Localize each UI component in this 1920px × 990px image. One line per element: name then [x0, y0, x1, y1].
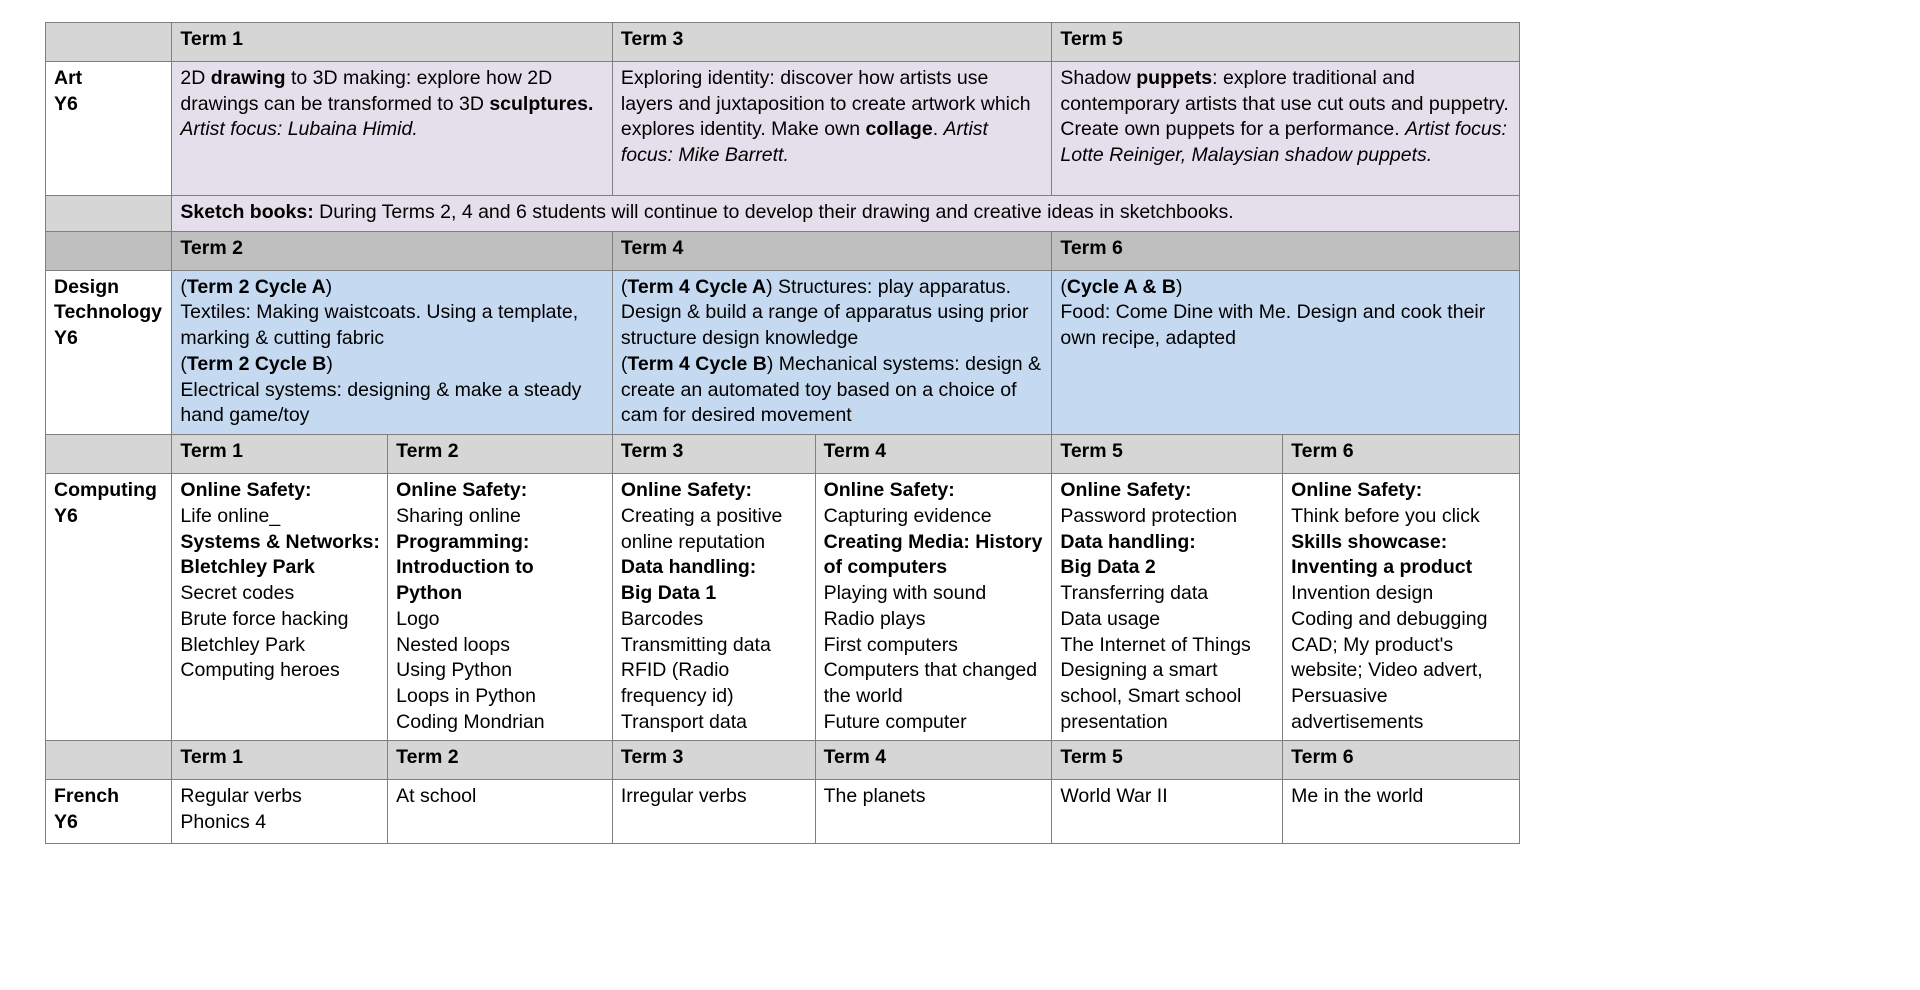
text-segment: Online Safety: [823, 479, 955, 502]
text-segment: The Internet of Things [1060, 633, 1251, 656]
sketch-books-blank [46, 196, 172, 232]
dt-content-row [46, 270, 1520, 434]
subject-french-line-1: French [54, 785, 120, 808]
cell-line [1291, 504, 1512, 530]
french-header-term-2: Term 2 [388, 741, 613, 780]
text-segment: Online Safety: [1060, 479, 1192, 502]
text-segment: Term 2 Cycle B [186, 352, 327, 375]
text-segment: ) [326, 352, 333, 375]
computing-cell-term-5 [1052, 474, 1283, 741]
text-segment: Computers that changed the world [823, 659, 1038, 708]
text-segment: Loops in Python [396, 685, 536, 708]
cell-line [621, 633, 808, 659]
text-segment: drawing [210, 67, 286, 89]
text-segment: Think before you click [1291, 504, 1480, 527]
text-segment: Inventing a product [1291, 556, 1473, 579]
dt-cell-term-6 [1052, 270, 1520, 434]
cell-line [180, 504, 380, 530]
cell-line [1060, 581, 1275, 607]
text-segment: Transport data [620, 710, 747, 733]
computing-header-term-6: Term 6 [1283, 435, 1520, 474]
text-segment: Playing with sound [823, 582, 987, 605]
text-segment: ) [1175, 275, 1183, 298]
french-cell-term-4 [815, 780, 1052, 844]
cell-line [396, 710, 605, 736]
cell-line [1060, 478, 1275, 504]
computing-header-term-5: Term 5 [1052, 435, 1283, 474]
text-segment: Capturing evidence [823, 504, 992, 527]
cell-line [180, 530, 380, 556]
subject-label-design-technology [46, 270, 172, 434]
cell-line [824, 784, 1045, 810]
cell-line [824, 658, 1045, 709]
text-segment: ) Structures: play apparatus. Design & build a range of apparatus using prior structure design knowledge [620, 275, 1029, 350]
cell-line [1060, 784, 1275, 810]
french-cell-term-1 [172, 780, 388, 844]
text-segment: ( [620, 352, 628, 375]
cell-paragraph [180, 66, 604, 143]
text-segment: Sharing online [396, 504, 521, 527]
text-segment: Food: Come Dine with Me. Design and cook their own recipe, adapted [1060, 301, 1486, 350]
subject-label-computing [46, 474, 172, 741]
text-segment: Computing heroes [180, 659, 340, 682]
art-content-row [46, 62, 1520, 196]
cell-line [180, 810, 380, 836]
text-segment: Coding Mondrian [396, 710, 545, 733]
subject-label-french [46, 780, 172, 844]
text-segment: Invention design [1291, 582, 1434, 605]
cell-line [824, 530, 1045, 581]
cell-line [1060, 275, 1512, 301]
text-segment: Skills showcase: [1291, 530, 1448, 553]
text-segment: ) [325, 275, 333, 298]
text-segment: collage [865, 118, 933, 141]
text-segment: Artist focus: Lotte Reiniger, Malaysian shadow puppets. [1060, 118, 1507, 167]
dt-cell-term-4 [612, 270, 1051, 434]
french-cell-term-3 [612, 780, 815, 844]
cell-line [824, 633, 1045, 659]
subject-dt-line-1: Design [54, 275, 120, 298]
text-segment: Artist focus: Mike Barrett. [620, 118, 988, 167]
text-segment: . [932, 118, 944, 141]
computing-cell-term-2 [388, 474, 613, 741]
computing-header-term-4: Term 4 [815, 435, 1052, 474]
cell-line [621, 352, 1044, 429]
sketch-books-text: During Terms 2, 4 and 6 students will continue to develop their drawing and creative ideas in sketchbooks. [313, 201, 1234, 223]
french-header-term-5: Term 5 [1052, 741, 1283, 780]
cell-line [1291, 555, 1512, 581]
sketch-books-row [46, 196, 1520, 232]
text-segment: Online Safety: [396, 479, 528, 502]
cell-line [621, 581, 808, 607]
text-segment: Creating Media: History of computers [823, 530, 1043, 579]
text-segment: Coding and debugging [1291, 607, 1488, 630]
cell-line [396, 658, 605, 684]
computing-header-term-3: Term 3 [612, 435, 815, 474]
french-header-term-1: Term 1 [172, 741, 388, 780]
text-segment: Online Safety: [180, 479, 312, 502]
text-segment: Creating a positive online reputation [620, 504, 783, 553]
french-content-row [46, 780, 1520, 844]
cell-line [180, 581, 380, 607]
text-segment: ( [180, 275, 187, 298]
cell-line [621, 275, 1044, 352]
art-header-row [46, 23, 1520, 62]
art-cell-term-5 [1052, 62, 1520, 196]
cell-line [824, 478, 1045, 504]
text-segment: Designing a smart school, Smart school presentation [1060, 659, 1242, 733]
text-segment: Exploring identity: discover how artists use layers and juxtaposition to create artwork which explores identity. Make own [620, 67, 1031, 141]
text-segment: Term 4 Cycle B [627, 352, 767, 375]
text-segment: Irregular verbs [620, 785, 747, 808]
text-segment: Phonics 4 [180, 811, 267, 834]
art-header-term-3: Term 3 [612, 23, 1051, 62]
text-segment: sculptures. [489, 92, 594, 115]
text-segment: : explore traditional and contemporary artists that use cut outs and puppetry. Create own puppets for a performance. [1060, 67, 1509, 141]
cell-line [621, 658, 808, 709]
computing-header-term-1: Term 1 [172, 435, 388, 474]
french-header-term-3: Term 3 [612, 741, 815, 780]
art-header-blank [46, 23, 172, 62]
text-segment: World War II [1060, 785, 1168, 808]
text-segment: Future computer [823, 710, 967, 733]
cell-line [180, 300, 604, 351]
cell-line [396, 555, 605, 606]
french-header-row [46, 741, 1520, 780]
subject-dt-line-2: Technology [54, 301, 162, 324]
text-segment: Data handling: [620, 556, 757, 579]
computing-cell-term-3 [612, 474, 815, 741]
cell-line [396, 478, 605, 504]
computing-header-row [46, 435, 1520, 474]
cell-line [396, 607, 605, 633]
computing-header-term-2: Term 2 [388, 435, 613, 474]
art-header-term-1: Term 1 [172, 23, 612, 62]
curriculum-table [45, 22, 1520, 844]
cell-line [396, 784, 605, 810]
cell-line [1060, 555, 1275, 581]
cell-line [396, 684, 605, 710]
cell-paragraph [1060, 66, 1512, 169]
text-segment: The planets [823, 785, 926, 808]
text-segment: Programming: [396, 530, 530, 553]
cell-line [180, 378, 604, 429]
text-segment: Data handling: [1060, 530, 1196, 553]
cell-line [180, 633, 380, 659]
text-segment: ( [1060, 275, 1067, 298]
text-segment: Nested loops [396, 633, 510, 656]
text-segment: Using Python [396, 659, 513, 682]
subject-dt-line-3: Y6 [54, 327, 78, 350]
dt-header-term-2: Term 2 [172, 231, 612, 270]
cell-line [1060, 504, 1275, 530]
cell-line [824, 504, 1045, 530]
text-segment: Password protection [1060, 504, 1238, 527]
computing-cell-term-6 [1283, 474, 1520, 741]
cell-line [180, 784, 380, 810]
cell-line [1060, 607, 1275, 633]
text-segment: Textiles: Making waistcoats. Using a template, marking & cutting fabric [180, 301, 579, 350]
cell-line [824, 607, 1045, 633]
cell-line [396, 504, 605, 530]
text-segment: RFID (Radio frequency id) [620, 659, 734, 708]
text-segment: Me in the world [1291, 785, 1424, 808]
cell-line [180, 352, 604, 378]
cell-line [1291, 530, 1512, 556]
text-segment: Secret codes [180, 582, 295, 605]
art-header-term-5: Term 5 [1052, 23, 1520, 62]
cell-line [1060, 658, 1275, 735]
cell-line [1291, 581, 1512, 607]
text-segment: Online Safety: [1291, 479, 1423, 502]
cell-line [1060, 530, 1275, 556]
cell-line [824, 581, 1045, 607]
text-segment: to 3D making: explore how 2D drawings can be transformed to 3D [180, 67, 553, 115]
dt-header-term-6: Term 6 [1052, 231, 1520, 270]
cell-line [1291, 633, 1512, 736]
dt-header-term-4: Term 4 [612, 231, 1051, 270]
cell-line [1060, 300, 1512, 351]
text-segment: 2D [180, 67, 211, 89]
subject-computing-line-1: Computing [54, 479, 157, 502]
text-segment: Data usage [1060, 607, 1161, 630]
cell-line [396, 530, 605, 556]
cell-line [621, 784, 808, 810]
text-segment: Term 2 Cycle A [186, 275, 326, 298]
text-segment: Term 4 Cycle A [627, 275, 767, 298]
art-cell-term-1 [172, 62, 612, 196]
text-segment: Systems & Networks: [180, 530, 380, 553]
cell-line [621, 555, 808, 581]
text-segment: Transferring data [1060, 582, 1209, 605]
text-segment: ( [180, 352, 187, 375]
text-segment: First computers [823, 633, 958, 656]
cell-line [1291, 478, 1512, 504]
text-segment: ) Mechanical systems: design & create an automated toy based on a choice of cam for desired movement [620, 352, 1042, 427]
french-cell-term-2 [388, 780, 613, 844]
cell-line [180, 607, 380, 633]
cell-line [621, 710, 808, 736]
cell-line [824, 710, 1045, 736]
computing-header-blank [46, 435, 172, 474]
sketch-books-note [172, 196, 1520, 232]
art-cell-term-3 [612, 62, 1051, 196]
cell-paragraph [621, 66, 1044, 169]
cell-line [180, 275, 604, 301]
text-segment: Barcodes [620, 607, 704, 630]
cell-line [180, 555, 380, 581]
dt-header-blank [46, 231, 172, 270]
text-segment: Introduction to Python [396, 556, 534, 605]
cell-line [621, 478, 808, 504]
french-header-term-6: Term 6 [1283, 741, 1520, 780]
french-header-term-4: Term 4 [815, 741, 1052, 780]
sketch-books-label: Sketch books: [180, 201, 314, 223]
cell-line [180, 658, 380, 684]
cell-line [396, 633, 605, 659]
text-segment: CAD; My product's website; Video advert, Persuasive advertisements [1291, 633, 1483, 733]
french-cell-term-5 [1052, 780, 1283, 844]
text-segment: At school [396, 785, 477, 808]
text-segment: Big Data 2 [1060, 556, 1156, 579]
text-segment: Bletchley Park [180, 556, 315, 579]
dt-header-row [46, 231, 1520, 270]
french-header-blank [46, 741, 172, 780]
text-segment: Bletchley Park [180, 633, 306, 656]
subject-art-line-2: Y6 [54, 92, 78, 115]
computing-cell-term-1 [172, 474, 388, 741]
subject-french-line-2: Y6 [54, 811, 78, 834]
cell-line [180, 478, 380, 504]
text-segment: Radio plays [823, 607, 926, 630]
text-segment: Life online_ [180, 504, 281, 527]
text-segment: puppets [1136, 67, 1213, 89]
text-segment: ( [620, 275, 628, 298]
text-segment: Artist focus: Lubaina Himid. [180, 118, 418, 141]
cell-line [621, 504, 808, 555]
cell-line [1060, 633, 1275, 659]
text-segment: Logo [396, 607, 440, 630]
cell-line [621, 607, 808, 633]
text-segment: Shadow [1060, 67, 1137, 89]
cell-line [1291, 607, 1512, 633]
computing-content-row [46, 474, 1520, 741]
text-segment: Online Safety: [620, 479, 753, 502]
computing-cell-term-4 [815, 474, 1052, 741]
text-segment: Big Data 1 [620, 582, 717, 605]
text-segment: Transmitting data [620, 633, 771, 656]
french-cell-term-6 [1283, 780, 1520, 844]
subject-label-art [46, 62, 172, 196]
cell-line [1291, 784, 1512, 810]
subject-art-line-1: Art [54, 67, 83, 89]
text-segment: Electrical systems: designing & make a steady hand game/toy [180, 378, 582, 427]
text-segment: Brute force hacking [180, 607, 349, 630]
dt-cell-term-2 [172, 270, 612, 434]
subject-computing-line-2: Y6 [54, 504, 78, 527]
text-segment: Cycle A & B [1066, 275, 1176, 298]
text-segment: Regular verbs [180, 785, 302, 808]
